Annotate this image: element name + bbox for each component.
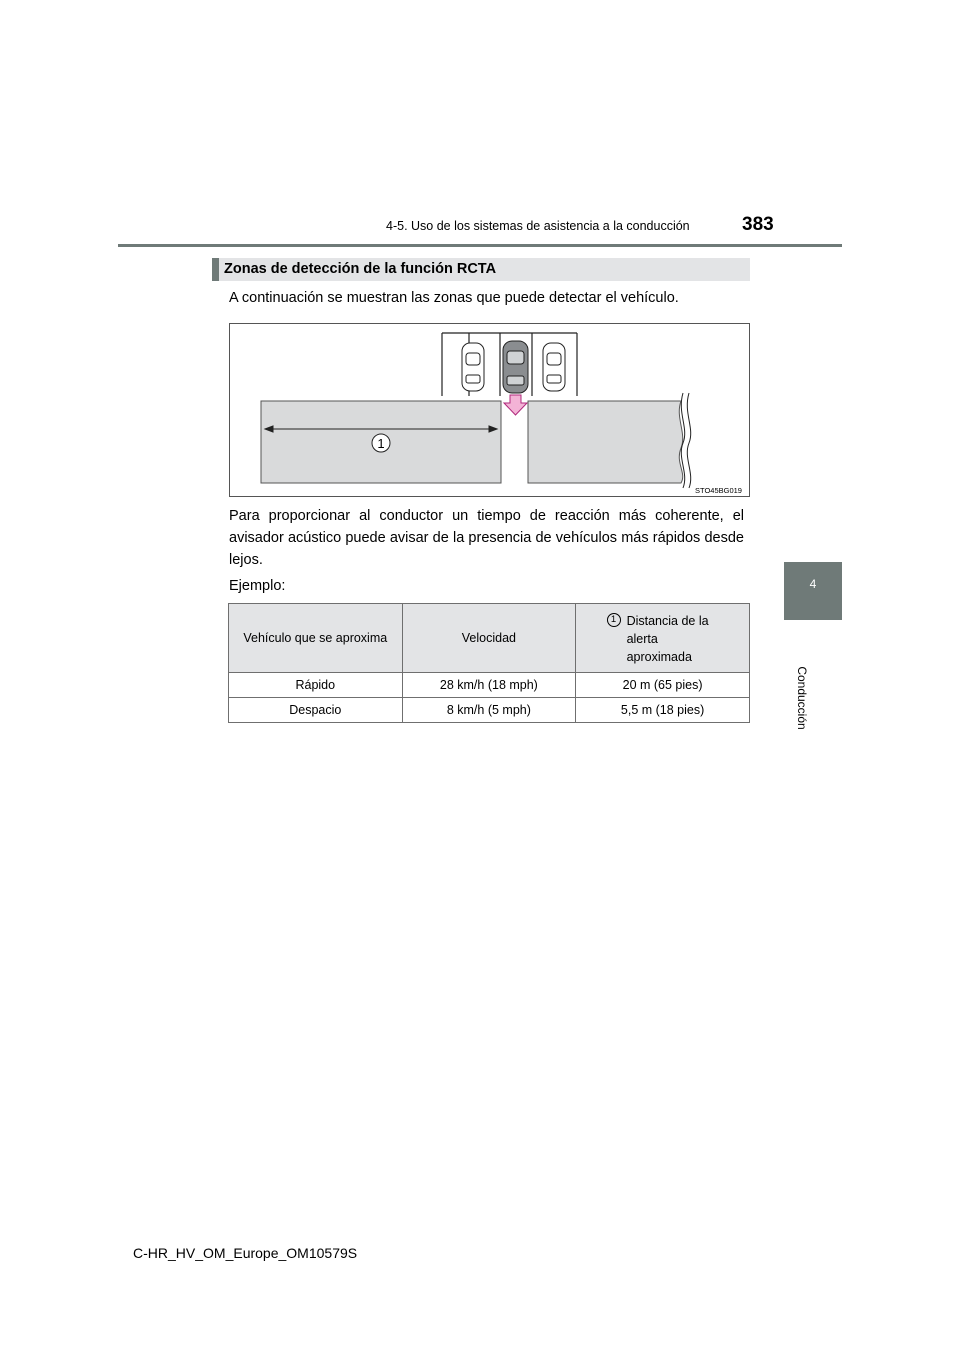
- table-row: [229, 673, 750, 698]
- alert-distance-table: [228, 603, 750, 723]
- chapter-number: 4: [809, 577, 817, 591]
- cell-speed: 28 km/h (18 mph): [402, 673, 576, 698]
- table-row: [229, 698, 750, 723]
- parked-car-left-icon: [462, 343, 484, 391]
- detection-zone-right: [528, 401, 683, 483]
- cell-speed: 8 km/h (5 mph): [402, 698, 576, 723]
- header-distance: [576, 604, 750, 673]
- header-vehicle: Vehículo que se aproxima: [229, 604, 403, 673]
- figure-code: STO45BG019: [695, 486, 742, 495]
- cell-vehicle: Despacio: [229, 698, 403, 723]
- parked-car-right-icon: [543, 343, 565, 391]
- intro-text: A continuación se muestran las zonas que puede detectar el vehículo.: [229, 290, 679, 306]
- section-heading-accent: [212, 258, 219, 281]
- figure-callout: 1: [377, 436, 385, 451]
- own-vehicle-icon: [503, 341, 528, 393]
- cell-distance: 5,5 m (18 pies): [576, 698, 750, 723]
- rcta-detection-figure: [229, 323, 750, 497]
- chapter-tab: [784, 562, 842, 620]
- example-label: Ejemplo:: [229, 578, 286, 594]
- header-rule: [118, 244, 842, 247]
- cell-distance: 20 m (65 pies): [576, 673, 750, 698]
- cell-vehicle: Rápido: [229, 673, 403, 698]
- header-distance-label: Distancia de la alerta aproximada: [626, 613, 709, 664]
- table-header-row: [229, 604, 750, 673]
- chapter-label: Conducción: [795, 666, 809, 730]
- header-speed: Velocidad: [402, 604, 576, 673]
- document-code: C-HR_HV_OM_Europe_OM10579S: [133, 1245, 358, 1261]
- distance-callout: 1: [607, 613, 621, 627]
- running-header: 4-5. Uso de los sistemas de asistencia a la conducción: [386, 219, 690, 233]
- body-paragraph: Para proporcionar al conductor un tiempo de reacción más coherente, el avisador acústico puede avisar de la presencia de vehículos más rápidos desde lejos.: [229, 508, 744, 568]
- page-number: 383: [742, 214, 774, 235]
- section-title: Zonas de detección de la función RCTA: [224, 261, 497, 277]
